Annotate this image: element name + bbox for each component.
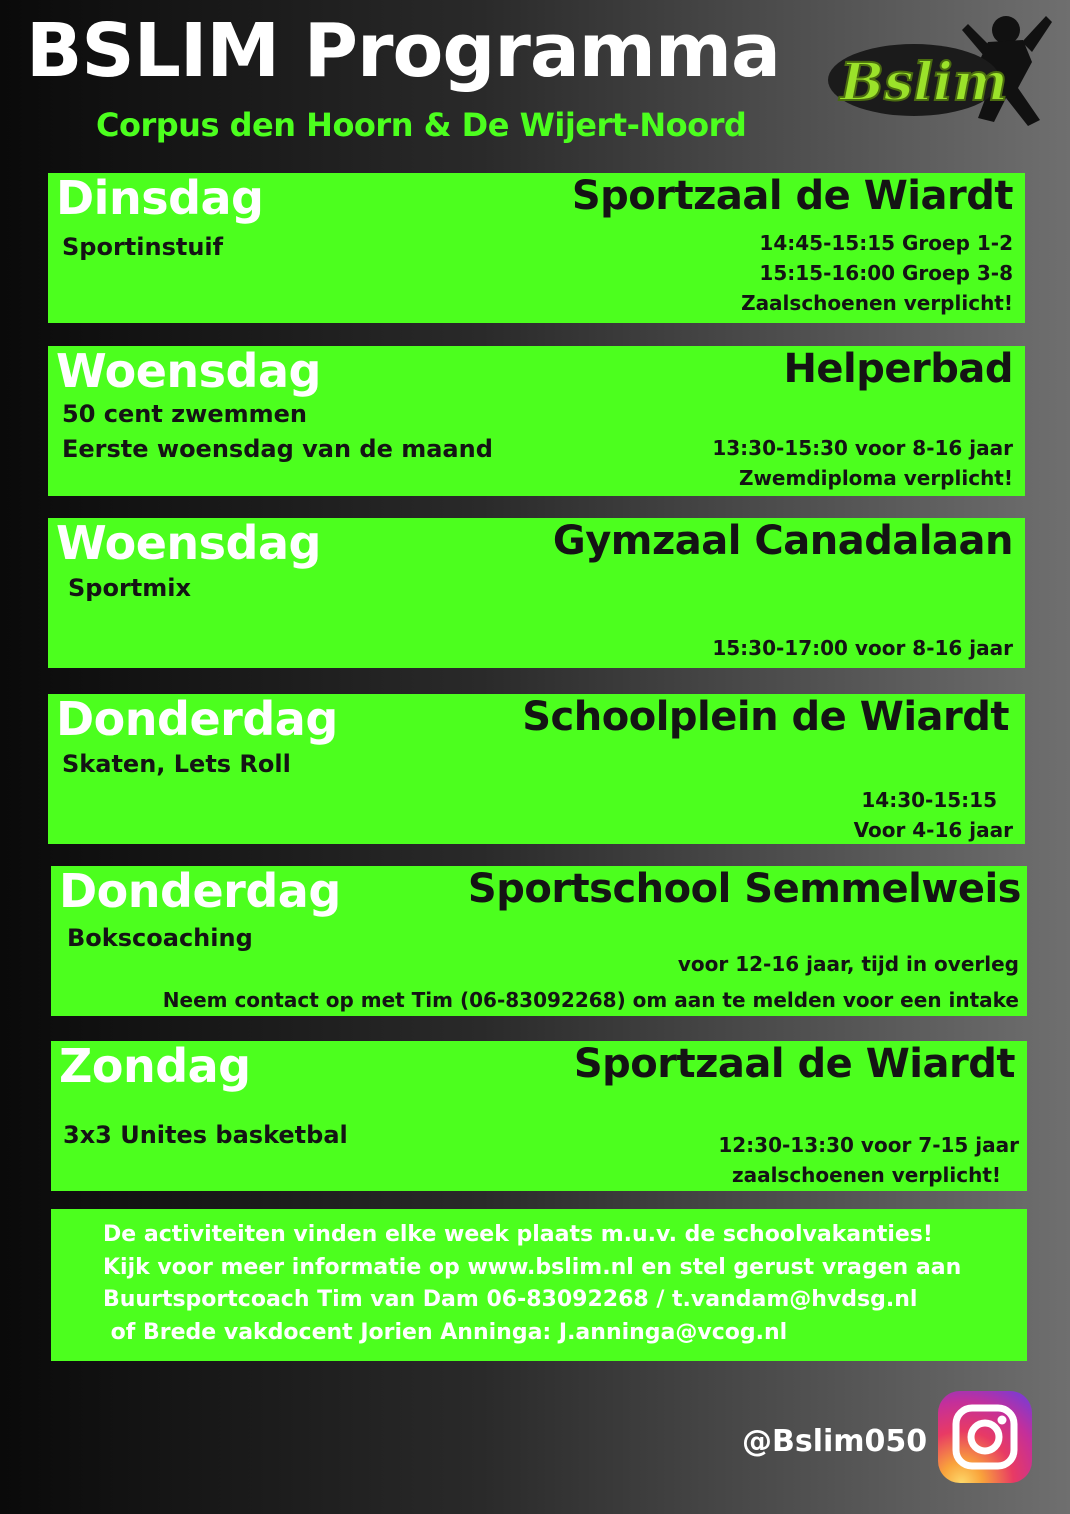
- schedule-card-dinsdag: [48, 173, 1025, 323]
- info-line: De activiteiten vinden elke week plaats m.u.v. de schoolvakanties!: [103, 1222, 933, 1247]
- bslim-logo: [818, 2, 1054, 152]
- detail-text: 13:30-15:30 voor 8-16 jaar: [712, 436, 1013, 460]
- venue-label: Gymzaal Canadalaan: [552, 518, 1013, 564]
- detail-text: Voor 4-16 jaar: [853, 818, 1013, 842]
- schedule-card-woensdag-gymzaal: [48, 518, 1025, 668]
- detail-text: Zaalschoenen verplicht!: [741, 291, 1013, 315]
- detail-text: 15:15-16:00 Groep 3-8: [759, 261, 1013, 285]
- schedule-card-zondag: [51, 1041, 1027, 1191]
- detail-text: 12:30-13:30 voor 7-15 jaar: [718, 1133, 1019, 1157]
- activity-label: Skaten, Lets Roll: [62, 750, 291, 778]
- schedule-card-donderdag-boks: [51, 866, 1027, 1016]
- schedule-card-donderdag-skaten: [48, 694, 1025, 844]
- activity-label: 50 cent zwemmen: [62, 400, 307, 428]
- day-label: Woensdag: [56, 516, 321, 570]
- detail-text: voor 12-16 jaar, tijd in overleg: [677, 952, 1019, 976]
- venue-label: Schoolplein de Wiardt: [522, 694, 1009, 740]
- day-label: Dinsdag: [56, 171, 264, 225]
- info-line: Kijk voor meer informatie op www.bslim.nl en stel gerust vragen aan: [103, 1254, 962, 1280]
- detail-text: 15:30-17:00 voor 8-16 jaar: [712, 636, 1013, 660]
- detail-text: 14:45-15:15 Groep 1-2: [759, 231, 1013, 255]
- info-line: Buurtsportcoach Tim van Dam 06-83092268 / t.vandam@hvdsg.nl: [103, 1287, 918, 1312]
- venue-label: Sportzaal de Wiardt: [571, 173, 1013, 219]
- day-label: Donderdag: [56, 692, 338, 746]
- detail-text: zaalschoenen verplicht!: [731, 1163, 1001, 1187]
- detail-text: 14:30-15:15: [861, 788, 997, 812]
- info-line: of Brede vakdocent Jorien Anninga: J.anninga@vcog.nl: [103, 1319, 788, 1345]
- venue-label: Helperbad: [783, 346, 1013, 392]
- activity-label: Sportinstuif: [62, 233, 224, 261]
- detail-text: Zwemdiploma verplicht!: [738, 466, 1013, 490]
- activity-subtext: Eerste woensdag van de maand: [62, 435, 493, 463]
- logo-text: Bslim: [840, 52, 1008, 113]
- detail-text: Neem contact op met Tim (06-83092268) om aan te melden voor een intake: [162, 988, 1019, 1012]
- venue-label: Sportzaal de Wiardt: [573, 1041, 1015, 1087]
- instagram-icon[interactable]: [938, 1391, 1032, 1483]
- day-label: Zondag: [59, 1039, 251, 1093]
- page-subtitle: Corpus den Hoorn & De Wijert-Noord: [96, 106, 747, 144]
- activity-label: 3x3 Unites basketbal: [63, 1121, 348, 1149]
- venue-label: Sportschool Semmelweis: [467, 866, 1021, 912]
- activity-label: Sportmix: [68, 574, 191, 602]
- social-handle[interactable]: @Bslim050: [742, 1424, 928, 1459]
- day-label: Donderdag: [59, 864, 341, 918]
- day-label: Woensdag: [56, 344, 321, 398]
- info-box: [51, 1209, 1027, 1361]
- activity-label: Bokscoaching: [67, 924, 253, 952]
- schedule-card-woensdag-helperbad: [48, 346, 1025, 496]
- page-title: BSLIM Programma: [26, 8, 780, 94]
